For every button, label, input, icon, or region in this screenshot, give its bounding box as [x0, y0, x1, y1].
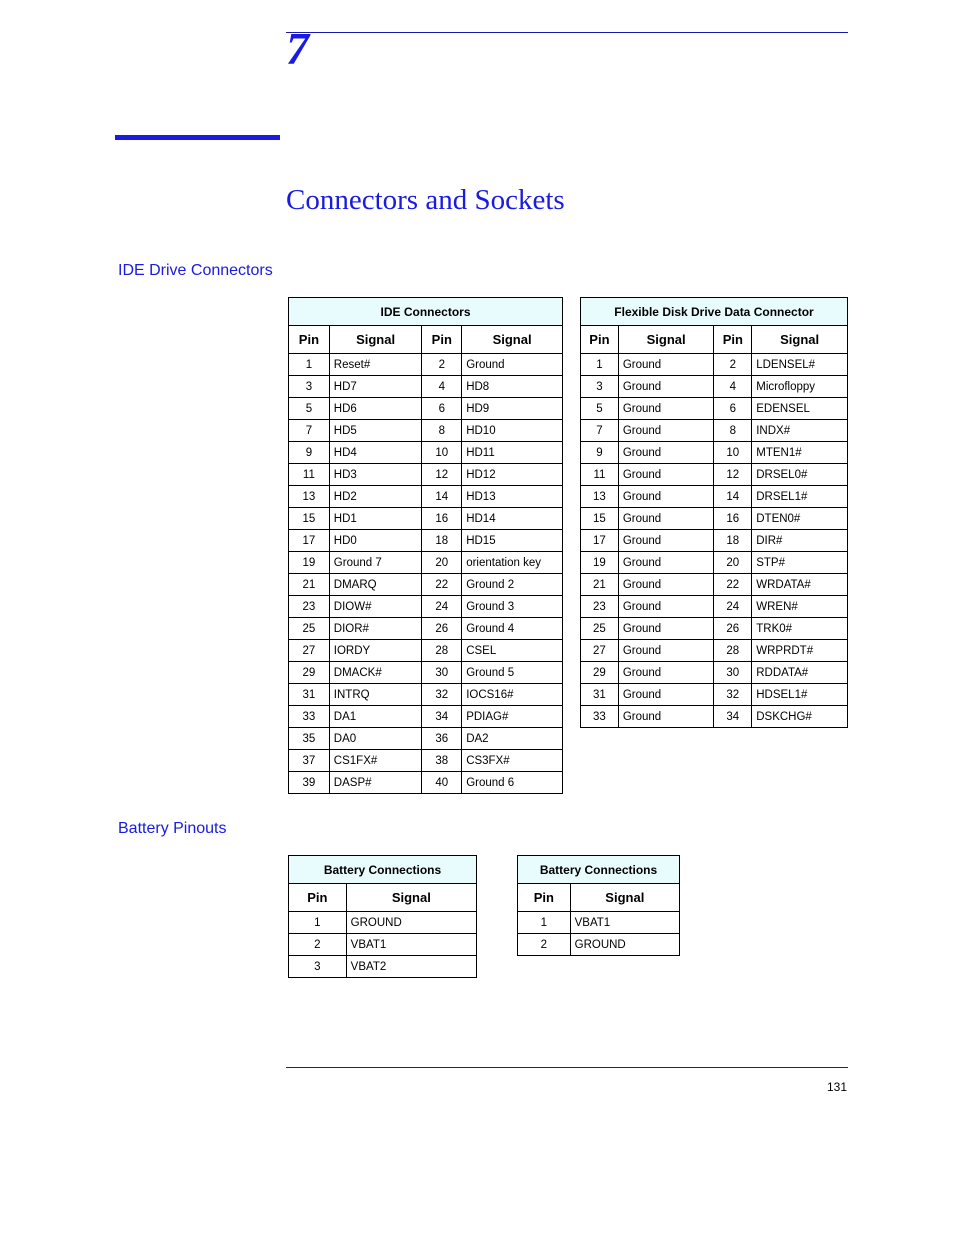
signal-cell: CS1FX#	[329, 750, 422, 772]
pin-cell: 8	[422, 420, 462, 442]
pin-cell: 4	[422, 376, 462, 398]
column-header: Pin	[714, 326, 752, 354]
table-row	[289, 398, 563, 420]
column-header: Signal	[752, 326, 848, 354]
pin-cell: 24	[422, 596, 462, 618]
table-row	[581, 706, 848, 728]
table-row	[581, 420, 848, 442]
signal-cell: Ground	[618, 486, 714, 508]
signal-cell: IORDY	[329, 640, 422, 662]
column-header: Pin	[581, 326, 619, 354]
table-row	[289, 376, 563, 398]
signal-cell: HD0	[329, 530, 422, 552]
table-row	[289, 956, 477, 978]
table-row	[289, 552, 563, 574]
pin-cell: 33	[289, 706, 330, 728]
signal-cell: GROUND	[570, 934, 679, 956]
column-header: Pin	[518, 884, 571, 912]
pin-cell: 34	[714, 706, 752, 728]
signal-cell: HD1	[329, 508, 422, 530]
battery-connections-table-2	[517, 855, 680, 956]
table-row	[289, 728, 563, 750]
table-row	[289, 640, 563, 662]
table-row	[581, 640, 848, 662]
table-row	[289, 464, 563, 486]
pin-cell: 38	[422, 750, 462, 772]
signal-cell: INTRQ	[329, 684, 422, 706]
column-header: Signal	[346, 884, 476, 912]
pin-cell: 4	[714, 376, 752, 398]
column-header: Signal	[570, 884, 679, 912]
pin-cell: 16	[422, 508, 462, 530]
signal-cell: WRPRDT#	[752, 640, 848, 662]
signal-cell: Ground 5	[462, 662, 563, 684]
table-row	[289, 684, 563, 706]
signal-cell: CSEL	[462, 640, 563, 662]
column-header: Pin	[289, 326, 330, 354]
table-row	[289, 596, 563, 618]
pin-cell: 27	[289, 640, 330, 662]
signal-cell: Ground	[618, 508, 714, 530]
signal-cell: HD8	[462, 376, 563, 398]
signal-cell: PDIAG#	[462, 706, 563, 728]
pin-cell: 28	[422, 640, 462, 662]
signal-cell: STP#	[752, 552, 848, 574]
table-row	[581, 508, 848, 530]
pin-cell: 19	[289, 552, 330, 574]
pin-cell: 21	[289, 574, 330, 596]
pin-cell: 23	[289, 596, 330, 618]
signal-cell: HD2	[329, 486, 422, 508]
signal-cell: HD7	[329, 376, 422, 398]
signal-cell: Ground 7	[329, 552, 422, 574]
pin-cell: 31	[581, 684, 619, 706]
table-row	[581, 552, 848, 574]
signal-cell: DTEN0#	[752, 508, 848, 530]
pin-cell: 18	[422, 530, 462, 552]
signal-cell: HD4	[329, 442, 422, 464]
table-row	[581, 574, 848, 596]
table-row	[518, 934, 680, 956]
pin-cell: 17	[289, 530, 330, 552]
pin-cell: 13	[289, 486, 330, 508]
pin-cell: 14	[422, 486, 462, 508]
pin-cell: 12	[714, 464, 752, 486]
column-header: Signal	[618, 326, 714, 354]
pin-cell: 9	[581, 442, 619, 464]
table-row	[581, 684, 848, 706]
signal-cell: DMACK#	[329, 662, 422, 684]
pin-cell: 5	[581, 398, 619, 420]
table-row	[581, 464, 848, 486]
table-caption: IDE Connectors	[289, 298, 563, 326]
signal-cell: HD15	[462, 530, 563, 552]
table-row	[581, 398, 848, 420]
signal-cell: DRSEL0#	[752, 464, 848, 486]
pin-cell: 36	[422, 728, 462, 750]
signal-cell: TRK0#	[752, 618, 848, 640]
pin-cell: 2	[714, 354, 752, 376]
pin-cell: 3	[289, 956, 347, 978]
column-header: Pin	[422, 326, 462, 354]
table-row	[581, 442, 848, 464]
top-rule	[286, 32, 848, 33]
signal-cell: DA0	[329, 728, 422, 750]
table-row	[289, 508, 563, 530]
signal-cell: DSKCHG#	[752, 706, 848, 728]
table-row	[289, 486, 563, 508]
table-row	[581, 354, 848, 376]
signal-cell: WREN#	[752, 596, 848, 618]
signal-cell: Ground	[618, 376, 714, 398]
table-row	[289, 662, 563, 684]
pin-cell: 14	[714, 486, 752, 508]
bottom-rule	[286, 1067, 848, 1068]
signal-cell: Ground	[618, 684, 714, 706]
pin-cell: 22	[422, 574, 462, 596]
pin-cell: 20	[422, 552, 462, 574]
fdd-connector-table	[580, 297, 848, 728]
pin-cell: 2	[422, 354, 462, 376]
signal-cell: DIOW#	[329, 596, 422, 618]
signal-cell: Ground	[618, 596, 714, 618]
signal-cell: Ground	[618, 354, 714, 376]
pin-cell: 2	[518, 934, 571, 956]
table-row	[289, 934, 477, 956]
signal-cell: HD9	[462, 398, 563, 420]
table-row	[289, 420, 563, 442]
signal-cell: CS3FX#	[462, 750, 563, 772]
pin-cell: 20	[714, 552, 752, 574]
pin-cell: 15	[289, 508, 330, 530]
signal-cell: GROUND	[346, 912, 476, 934]
signal-cell: Ground 3	[462, 596, 563, 618]
pin-cell: 6	[422, 398, 462, 420]
table-caption: Flexible Disk Drive Data Connector	[581, 298, 848, 326]
pin-cell: 32	[714, 684, 752, 706]
signal-cell: HD10	[462, 420, 563, 442]
pin-cell: 1	[581, 354, 619, 376]
pin-cell: 1	[289, 912, 347, 934]
pin-cell: 25	[289, 618, 330, 640]
signal-cell: Ground	[618, 706, 714, 728]
section-heading-ide: IDE Drive Connectors	[118, 262, 273, 279]
signal-cell: IOCS16#	[462, 684, 563, 706]
column-header: Signal	[462, 326, 563, 354]
signal-cell: HD11	[462, 442, 563, 464]
signal-cell: WRDATA#	[752, 574, 848, 596]
pin-cell: 29	[581, 662, 619, 684]
pin-cell: 11	[581, 464, 619, 486]
signal-cell: DRSEL1#	[752, 486, 848, 508]
pin-cell: 7	[289, 420, 330, 442]
pin-cell: 24	[714, 596, 752, 618]
pin-cell: 21	[581, 574, 619, 596]
pin-cell: 7	[581, 420, 619, 442]
pin-cell: 19	[581, 552, 619, 574]
table-row	[581, 486, 848, 508]
table-row	[518, 912, 680, 934]
signal-cell: DIR#	[752, 530, 848, 552]
pin-cell: 39	[289, 772, 330, 794]
table-row	[289, 706, 563, 728]
signal-cell: Ground	[618, 464, 714, 486]
signal-cell: INDX#	[752, 420, 848, 442]
signal-cell: Ground 6	[462, 772, 563, 794]
pin-cell: 17	[581, 530, 619, 552]
pin-cell: 23	[581, 596, 619, 618]
signal-cell: Ground	[618, 662, 714, 684]
signal-cell: RDDATA#	[752, 662, 848, 684]
pin-cell: 32	[422, 684, 462, 706]
signal-cell: Ground	[618, 640, 714, 662]
pin-cell: 30	[714, 662, 752, 684]
table-row	[581, 596, 848, 618]
battery-connections-table-1	[288, 855, 477, 978]
pin-cell: 9	[289, 442, 330, 464]
pin-cell: 31	[289, 684, 330, 706]
signal-cell: Microfloppy	[752, 376, 848, 398]
table-row	[289, 772, 563, 794]
signal-cell: Ground	[462, 354, 563, 376]
table-row	[289, 912, 477, 934]
pin-cell: 6	[714, 398, 752, 420]
column-header: Signal	[329, 326, 422, 354]
pin-cell: 5	[289, 398, 330, 420]
signal-cell: Ground	[618, 618, 714, 640]
pin-cell: 12	[422, 464, 462, 486]
pin-cell: 22	[714, 574, 752, 596]
signal-cell: Ground	[618, 574, 714, 596]
page-number: 131	[826, 1080, 847, 1094]
pin-cell: 37	[289, 750, 330, 772]
signal-cell: Ground 2	[462, 574, 563, 596]
table-row	[581, 662, 848, 684]
pin-cell: 27	[581, 640, 619, 662]
pin-cell: 26	[714, 618, 752, 640]
signal-cell: DMARQ	[329, 574, 422, 596]
pin-cell: 10	[422, 442, 462, 464]
signal-cell: HD5	[329, 420, 422, 442]
pin-cell: 30	[422, 662, 462, 684]
pin-cell: 18	[714, 530, 752, 552]
section-heading-battery: Battery Pinouts	[118, 820, 227, 837]
signal-cell: HDSEL1#	[752, 684, 848, 706]
table-row	[289, 530, 563, 552]
signal-cell: DIOR#	[329, 618, 422, 640]
signal-cell: VBAT2	[346, 956, 476, 978]
pin-cell: 29	[289, 662, 330, 684]
signal-cell: HD3	[329, 464, 422, 486]
table-row	[289, 618, 563, 640]
table-row	[289, 354, 563, 376]
pin-cell: 34	[422, 706, 462, 728]
chapter-number: 7	[286, 23, 309, 74]
signal-cell: MTEN1#	[752, 442, 848, 464]
column-header: Pin	[289, 884, 347, 912]
signal-cell: Ground	[618, 552, 714, 574]
pin-cell: 35	[289, 728, 330, 750]
signal-cell: LDENSEL#	[752, 354, 848, 376]
signal-cell: VBAT1	[570, 912, 679, 934]
signal-cell: Ground	[618, 398, 714, 420]
signal-cell: HD13	[462, 486, 563, 508]
table-row	[581, 530, 848, 552]
pin-cell: 3	[581, 376, 619, 398]
pin-cell: 26	[422, 618, 462, 640]
table-row	[581, 376, 848, 398]
table-caption: Battery Connections	[518, 856, 680, 884]
signal-cell: Ground	[618, 442, 714, 464]
ide-connectors-table	[288, 297, 563, 794]
pin-cell: 10	[714, 442, 752, 464]
pin-cell: 40	[422, 772, 462, 794]
signal-cell: DA2	[462, 728, 563, 750]
pin-cell: 16	[714, 508, 752, 530]
signal-cell: EDENSEL	[752, 398, 848, 420]
chapter-title: Connectors and Sockets	[286, 184, 565, 216]
signal-cell: Ground	[618, 420, 714, 442]
table-row	[289, 574, 563, 596]
pin-cell: 2	[289, 934, 347, 956]
signal-cell: HD6	[329, 398, 422, 420]
pin-cell: 13	[581, 486, 619, 508]
signal-cell: DASP#	[329, 772, 422, 794]
pin-cell: 33	[581, 706, 619, 728]
pin-cell: 15	[581, 508, 619, 530]
pin-cell: 8	[714, 420, 752, 442]
pin-cell: 28	[714, 640, 752, 662]
signal-cell: HD14	[462, 508, 563, 530]
signal-cell: HD12	[462, 464, 563, 486]
pin-cell: 11	[289, 464, 330, 486]
table-row	[289, 750, 563, 772]
pin-cell: 1	[518, 912, 571, 934]
table-row	[581, 618, 848, 640]
table-caption: Battery Connections	[289, 856, 477, 884]
signal-cell: Ground	[618, 530, 714, 552]
pin-cell: 3	[289, 376, 330, 398]
pin-cell: 25	[581, 618, 619, 640]
signal-cell: VBAT1	[346, 934, 476, 956]
signal-cell: Reset#	[329, 354, 422, 376]
signal-cell: DA1	[329, 706, 422, 728]
table-row	[289, 442, 563, 464]
pin-cell: 1	[289, 354, 330, 376]
signal-cell: Ground 4	[462, 618, 563, 640]
chapter-accent-bar	[115, 135, 280, 140]
signal-cell: orientation key	[462, 552, 563, 574]
